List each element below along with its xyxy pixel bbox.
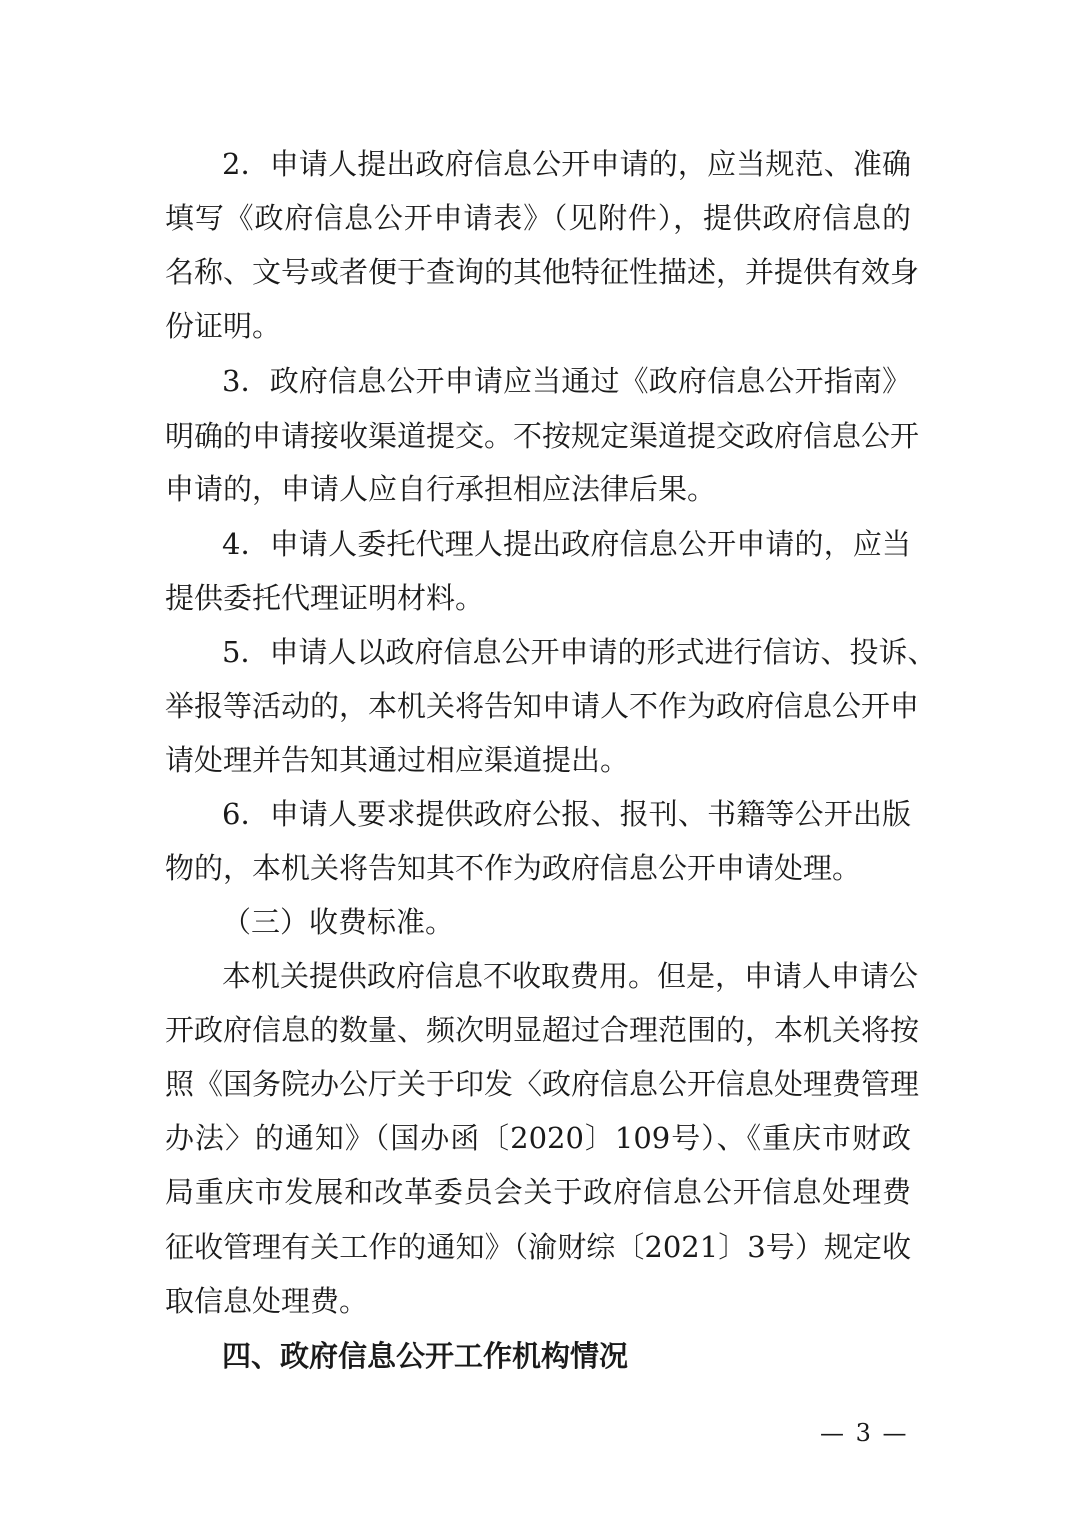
fee-paragraph-line-2: 开政府信息的数量、频次明显超过合理范围的，本机关将按 [165, 1013, 920, 1047]
fee-paragraph-line-5: 局重庆市发展和改革委员会关于政府信息公开信息处理费 [165, 1175, 911, 1209]
paragraph-3-line-1: 3．政府信息公开申请应当通过《政府信息公开指南》 [222, 364, 911, 398]
paragraph-4-line-2: 提供委托代理证明材料。 [165, 581, 485, 615]
page-number: — 3 — [820, 1419, 909, 1447]
paragraph-3-line-2: 明确的申请接收渠道提交。不按规定渠道提交政府信息公开 [165, 419, 920, 453]
paragraph-2-line-2: 填写《政府信息公开申请表》（见附件），提供政府信息的 [165, 201, 911, 235]
fee-paragraph-line-7: 取信息处理费。 [165, 1284, 369, 1318]
section-heading-fee-standard: （三）收费标准。 [222, 905, 455, 939]
paragraph-2-line-4: 份证明。 [165, 309, 282, 343]
paragraph-6-line-1: 6．申请人要求提供政府公报、报刊、书籍等公开出版 [222, 797, 911, 831]
paragraph-4-line-1: 4．申请人委托代理人提出政府信息公开申请的，应当 [222, 527, 911, 561]
section-heading-office-info: 四、政府信息公开工作机构情况 [222, 1339, 629, 1373]
paragraph-5-line-2: 举报等活动的，本机关将告知申请人不作为政府信息公开申 [165, 689, 920, 723]
paragraph-2-line-3: 名称、文号或者便于查询的其他特征性描述，并提供有效身 [165, 255, 920, 289]
fee-paragraph-line-4: 办法〉的通知》（国办函〔2020〕109号）、《重庆市财政 [165, 1121, 911, 1155]
paragraph-3-line-3: 申请的，申请人应自行承担相应法律后果。 [165, 472, 717, 506]
paragraph-5-line-3: 请处理并告知其通过相应渠道提出。 [165, 743, 630, 777]
fee-paragraph-line-3: 照《国务院办公厅关于印发〈政府信息公开信息处理费管理 [165, 1067, 920, 1101]
fee-paragraph-line-6: 征收管理有关工作的通知》（渝财综〔2021〕3号）规定收 [165, 1230, 911, 1264]
paragraph-2-line-1: 2．申请人提出政府信息公开申请的，应当规范、准确 [222, 147, 911, 181]
paragraph-6-line-2: 物的，本机关将告知其不作为政府信息公开申请处理。 [165, 851, 862, 885]
fee-paragraph-line-1: 本机关提供政府信息不收取费用。但是，申请人申请公 [222, 959, 919, 993]
paragraph-5-line-1: 5．申请人以政府信息公开申请的形式进行信访、投诉、 [222, 635, 937, 669]
